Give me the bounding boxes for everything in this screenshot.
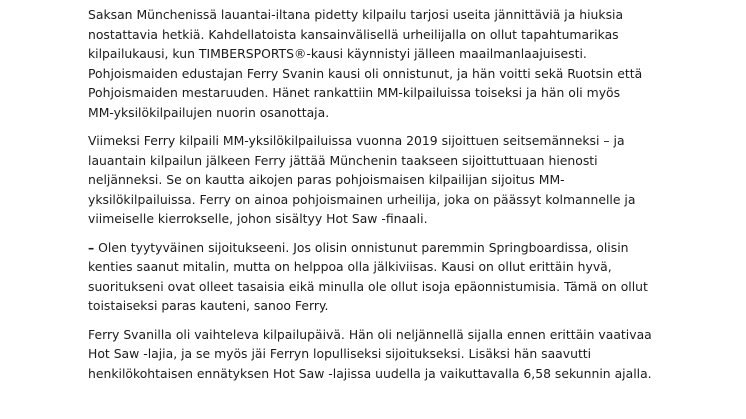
- text-line: toistaiseksi paras kauteni, sanoo Ferry.: [88, 298, 329, 313]
- text-line: viimeiselle kierrokselle, johon sisältyy Hot Saw -finaali.: [88, 211, 428, 226]
- paragraph-quote: [88, 238, 670, 316]
- text-line: kilpailukausi, kun TIMBERSPORTS®-kausi käynnistyi jälleen maailmanlaajuisesti.: [88, 46, 587, 61]
- text-line: kenties saanut mitalin, mutta on helppoa olla jälkiviisas. Kausi on ollut erittäin hyvä,: [88, 259, 612, 274]
- text-line: Hot Saw -lajia, ja se myös jäi Ferryn lopulliseksi sijoitukseksi. Lisäksi hän saavutti: [88, 346, 592, 361]
- text-line: henkilökohtaisen ennätyksen Hot Saw -lajissa uudella ja vaikuttavalla 6,58 sekunnin ajalla.: [88, 365, 652, 381]
- text-line: [88, 238, 670, 258]
- text-line: nostattavia hetkiä. Kahdellatoista kansainvälisellä urheilijalla on ollut tapahtumarikas: [88, 26, 619, 42]
- text-line: lauantain kilpailun jälkeen Ferry jättää Münchenin taakseen sijoittuttuaan hienosti: [88, 152, 598, 168]
- paragraph-ranking: [88, 131, 670, 229]
- quote-text: Olen tyytyväinen sijoitukseeni. Jos olisin onnistunut paremmin Springboardissa, olisin: [94, 239, 629, 255]
- text-line: Pohjoismaiden mestaruuden. Hänet rankattiin MM-kilpailuissa toiseksi ja hän oli myös: [88, 85, 621, 100]
- article-body: [88, 5, 670, 392]
- text-line: suoritukseni ovat olleet tasaisia eikä minulla ole ollut isoja epäonnistumisia. Tämä on ollut: [88, 278, 648, 294]
- paragraph-intro: [88, 5, 670, 122]
- text-line: yksilökilpailuissa. Ferry on ainoa pohjoismainen urheilija, joka on päässyt kolmannelle ja: [88, 191, 636, 207]
- text-line: Saksan Münchenissä lauantai-iltana pidetty kilpailu tarjosi useita jännittäviä ja hiuksia: [88, 7, 624, 22]
- text-line: Viimeksi Ferry kilpaili MM-yksilökilpailuissa vuonna 2019 sijoittuen seitsemänneksi – ja: [88, 133, 625, 148]
- text-line: Pohjoismaiden edustajan Ferry Svanin kausi oli onnistunut, ja hän voitti sekä Ruotsin että: [88, 65, 643, 81]
- paragraph-result: [88, 325, 670, 384]
- quote-dash: –: [88, 239, 95, 255]
- text-line: MM-yksilökilpailujen nuorin osanottaja.: [88, 104, 330, 120]
- text-line: Ferry Svanilla oli vaihteleva kilpailupäivä. Hän oli neljännellä sijalla ennen erittäin vaativaa: [88, 326, 652, 342]
- text-line: neljänneksi. Se on kautta aikojen paras pohjoismaisen kilpailijan sijoitus MM-: [88, 172, 565, 187]
